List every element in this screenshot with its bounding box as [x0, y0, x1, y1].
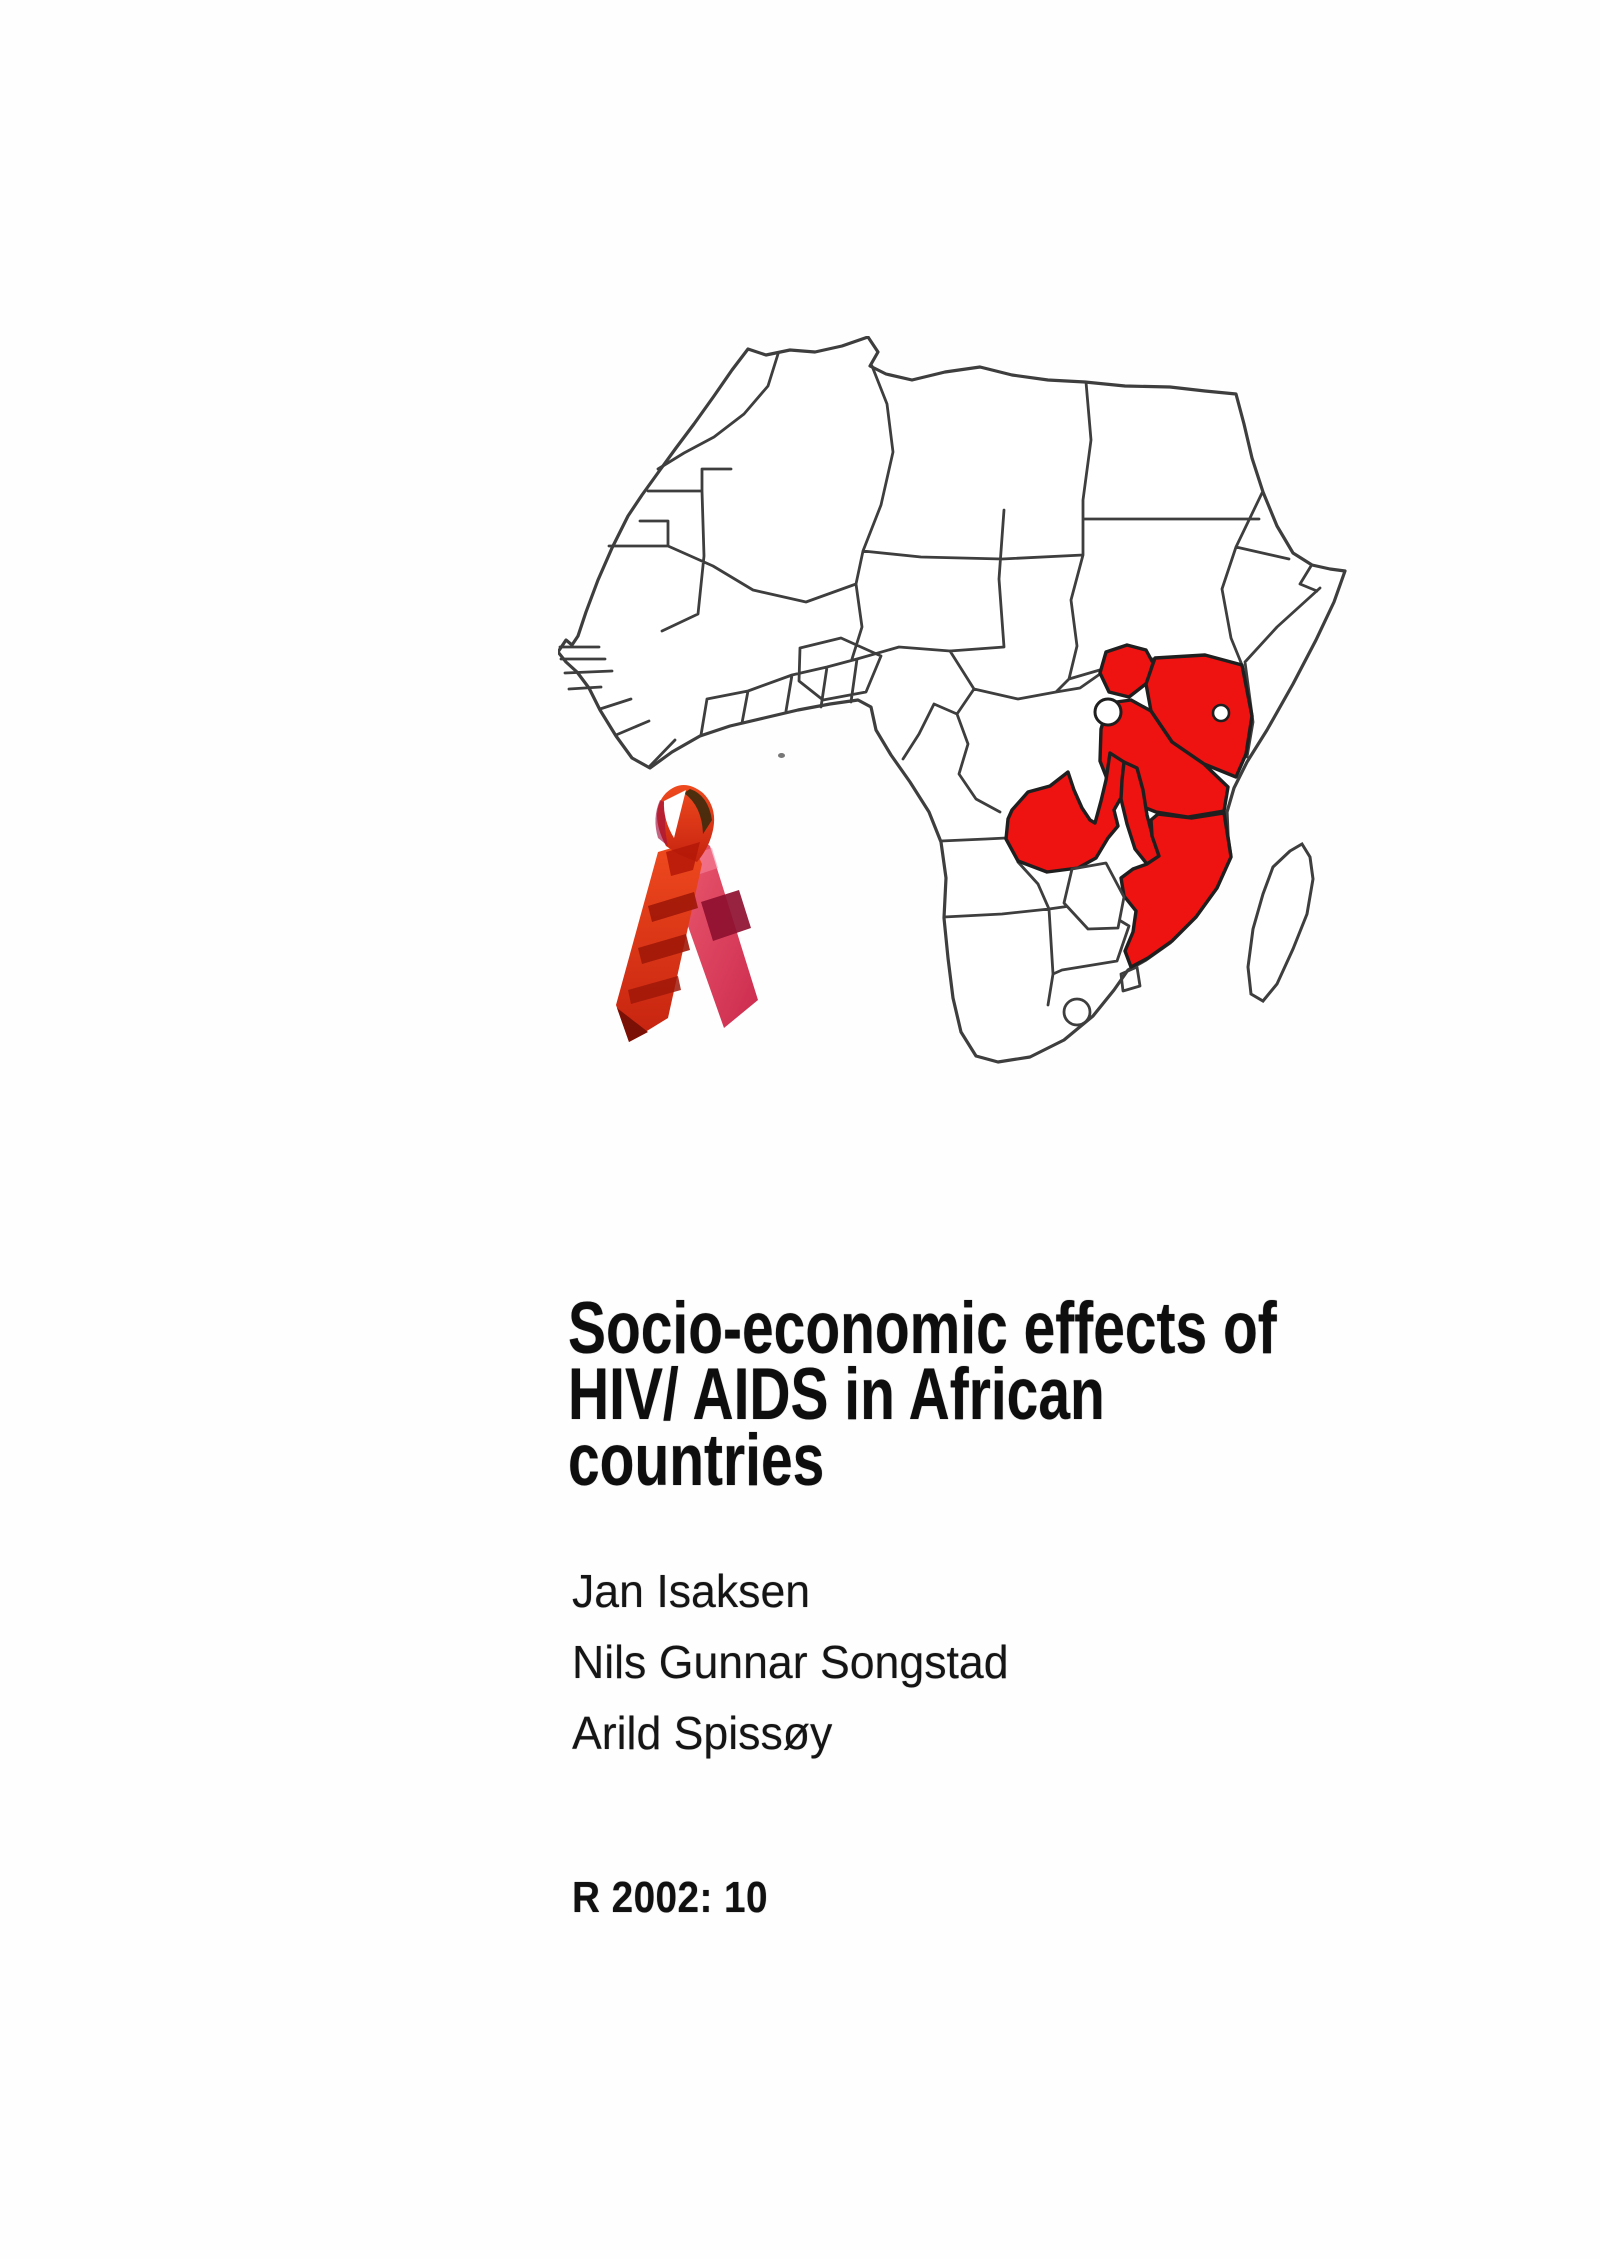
- title-line-3: countries: [568, 1420, 825, 1501]
- title-line-2: HIV/ AIDS in African: [568, 1354, 1105, 1435]
- author-name: Jan Isaksen: [572, 1565, 811, 1617]
- author-name: Arild Spissøy: [572, 1707, 833, 1759]
- page-title: [568, 1288, 1277, 1501]
- author-list: [572, 1556, 1009, 1769]
- scan-speck: [778, 753, 785, 758]
- author-name: Nils Gunnar Songstad: [572, 1636, 1009, 1688]
- country-lesotho: [1064, 999, 1090, 1025]
- report-number: R 2002: 10: [572, 1873, 768, 1922]
- aids-ribbon-icon: [598, 778, 766, 1046]
- aids-ribbon-image: [598, 778, 766, 1046]
- title-line-1: Socio-economic effects of: [568, 1288, 1277, 1369]
- island-madagascar: [1248, 844, 1313, 1001]
- coastal-gap: [1213, 705, 1229, 721]
- lake-victoria: [1095, 699, 1121, 725]
